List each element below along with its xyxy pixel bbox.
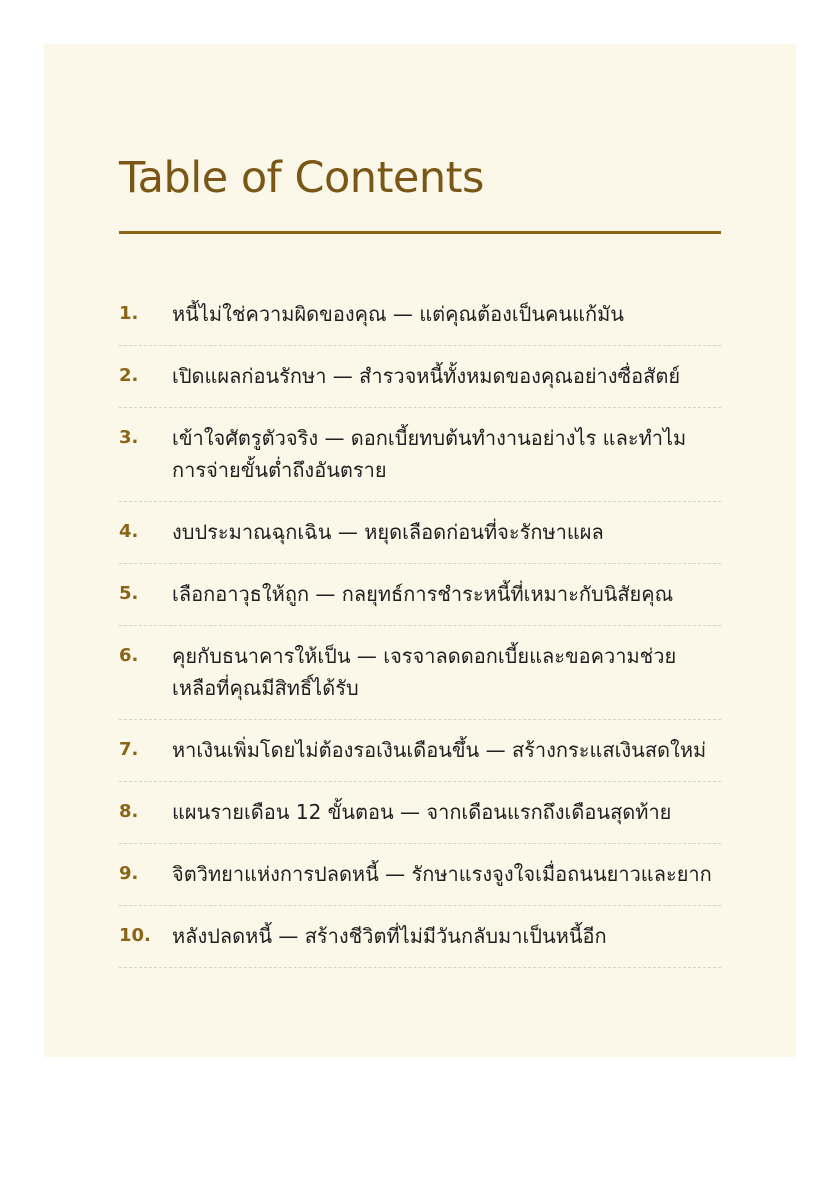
toc-entry: [119, 346, 721, 408]
toc-entry: [119, 906, 721, 968]
toc-entry: [119, 408, 721, 502]
toc-entry-title-line: เหลือที่คุณมีสิทธิ์ได้รับ: [172, 676, 359, 700]
toc-entry-title-line: เลือกอาวุธให้ถูก — กลยุทธ์การชำระหนี้ที่เหมาะกับนิสัยคุณ: [172, 582, 674, 606]
toc-entry-number: 10.: [119, 925, 151, 946]
toc-entry: [119, 782, 721, 844]
toc-entry-number: 4.: [119, 521, 139, 542]
title-divider: [119, 231, 721, 234]
toc-entry-title-line: งบประมาณฉุกเฉิน — หยุดเลือดก่อนที่จะรักษาแผล: [172, 520, 604, 544]
document-page: [44, 44, 796, 1057]
toc-entry-number: 3.: [119, 427, 139, 448]
toc-entry: [119, 626, 721, 720]
toc-entry-title-line: การจ่ายขั้นต่ำถึงอันตราย: [172, 458, 387, 482]
toc-entry: [119, 564, 721, 626]
toc-entry-title-line: แผนรายเดือน 12 ขั้นตอน — จากเดือนแรกถึงเดือนสุดท้าย: [172, 800, 672, 824]
toc-entry-number: 5.: [119, 583, 139, 604]
toc-entry: [119, 720, 721, 782]
toc-entry-number: 1.: [119, 303, 139, 324]
toc-entry: [119, 844, 721, 906]
toc-entry-title-line: หนี้ไม่ใช่ความผิดของคุณ — แต่คุณต้องเป็นคนแก้มัน: [172, 302, 624, 326]
page-title: Table of Contents: [119, 153, 484, 203]
toc-entry-title-line: หลังปลดหนี้ — สร้างชีวิตที่ไม่มีวันกลับมาเป็นหนี้อีก: [172, 924, 607, 948]
toc-entry-title-line: หาเงินเพิ่มโดยไม่ต้องรอเงินเดือนขึ้น — สร้างกระแสเงินสดใหม่: [172, 738, 707, 762]
toc-entry-title-line: เข้าใจศัตรูตัวจริง — ดอกเบี้ยทบต้นทำงานอย่างไร และทำไม: [172, 426, 687, 450]
toc-entry-number: 2.: [119, 365, 139, 386]
toc-entry-number: 6.: [119, 645, 139, 666]
toc-entry-number: 8.: [119, 801, 139, 822]
toc-entry-title-line: จิตวิทยาแห่งการปลดหนี้ — รักษาแรงจูงใจเมื่อถนนยาวและยาก: [172, 862, 712, 886]
toc-entry-title-line: เปิดแผลก่อนรักษา — สำรวจหนี้ทั้งหมดของคุณอย่างซื่อสัตย์: [172, 364, 681, 388]
toc-entry-title-line: คุยกับธนาคารให้เป็น — เจรจาลดดอกเบี้ยและขอความช่วย: [172, 644, 677, 668]
table-of-contents: [119, 284, 721, 968]
toc-entry-number: 7.: [119, 739, 139, 760]
toc-entry: [119, 284, 721, 346]
toc-entry: [119, 502, 721, 564]
toc-entry-number: 9.: [119, 863, 139, 884]
